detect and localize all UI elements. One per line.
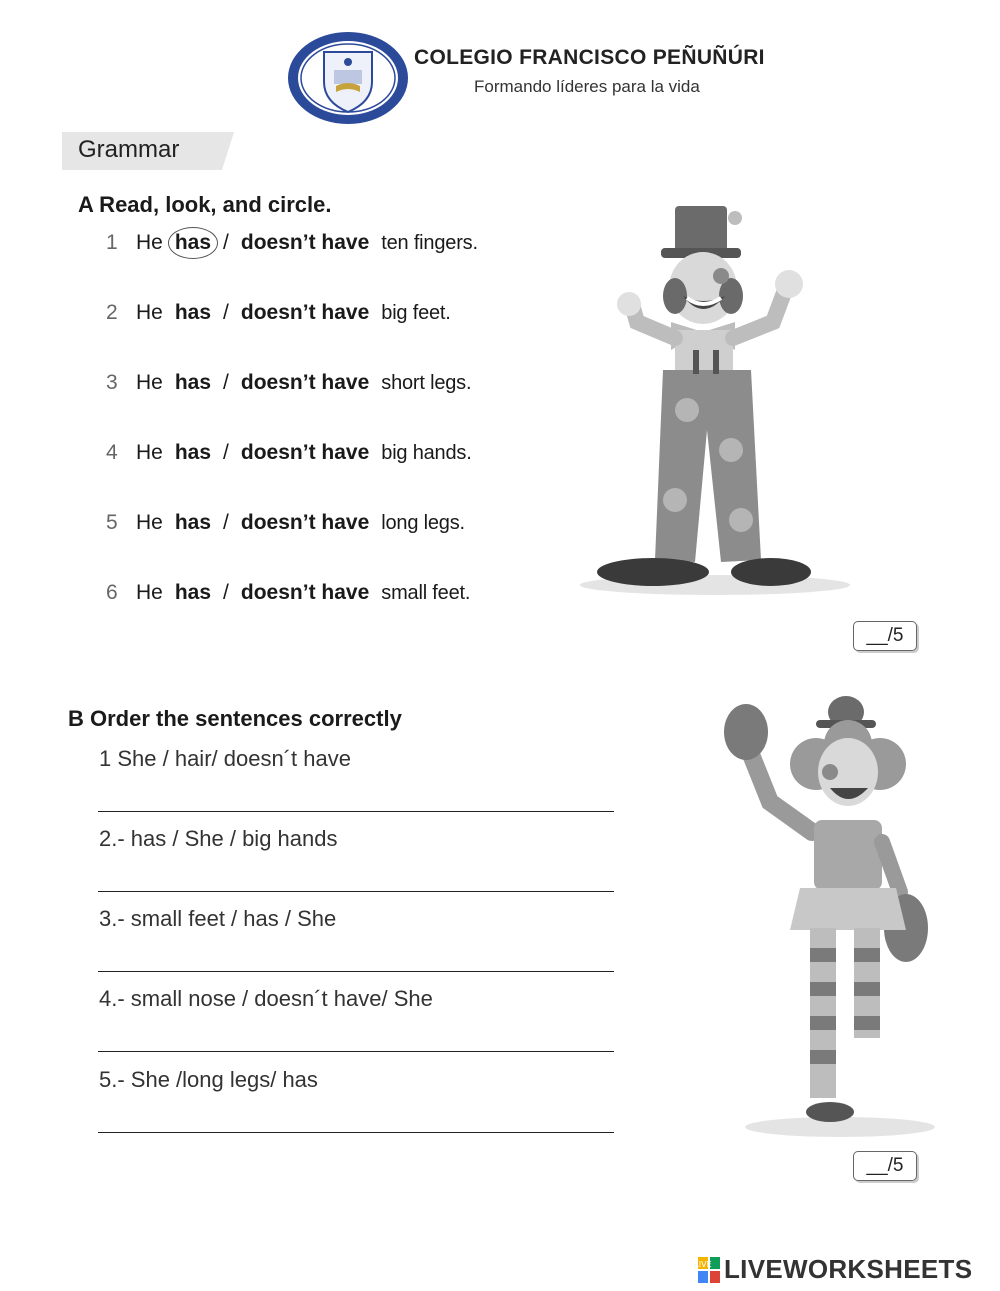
option-has[interactable]: has <box>174 441 212 464</box>
part-a-item-6 <box>106 581 470 615</box>
logo-letter: LIVE <box>694 1260 712 1269</box>
part-a-item-4 <box>106 441 472 475</box>
part-a-item-1 <box>106 231 478 265</box>
item-ending: long legs. <box>381 512 465 534</box>
option-doesnt-have[interactable]: doesn’t have <box>240 231 370 254</box>
option-separator: / <box>223 301 229 324</box>
female-clown-illustration <box>710 692 940 1142</box>
option-doesnt-have[interactable]: doesn’t have <box>240 511 370 534</box>
answer-line-5[interactable] <box>98 1132 614 1133</box>
school-motto: Formando líderes para la vida <box>474 77 700 96</box>
option-doesnt-have[interactable]: doesn’t have <box>240 371 370 394</box>
part-b-item-3: 3.- small feet / has / She <box>99 906 337 931</box>
part-b-item-4: 4.- small nose / doesn´t have/ She <box>99 986 433 1011</box>
item-ending: big feet. <box>381 302 451 324</box>
part-b-item-5: 5.- She /long legs/ has <box>99 1067 318 1092</box>
item-number: 1 <box>106 231 118 254</box>
male-clown-illustration <box>575 200 855 600</box>
item-ending: ten fingers. <box>381 232 478 254</box>
item-subject: He <box>136 301 163 324</box>
item-number: 6 <box>106 581 118 604</box>
item-number: 5 <box>106 511 118 534</box>
item-ending: short legs. <box>381 372 472 394</box>
option-has[interactable]: has <box>168 227 218 259</box>
part-a-title: A Read, look, and circle. <box>78 192 332 217</box>
item-ending: small feet. <box>381 582 471 604</box>
option-has[interactable]: has <box>174 511 212 534</box>
option-has[interactable]: has <box>174 301 212 324</box>
liveworksheets-brand: LIVEWORKSHEETS <box>724 1254 973 1284</box>
answer-line-2[interactable] <box>98 891 614 892</box>
school-name: COLEGIO FRANCISCO PEÑUÑÚRI <box>414 46 765 69</box>
section-label: Grammar <box>78 136 180 163</box>
answer-line-4[interactable] <box>98 1051 614 1052</box>
part-a-item-5 <box>106 511 465 545</box>
item-subject: He <box>136 231 163 254</box>
part-a-item-3 <box>106 371 471 405</box>
item-number: 3 <box>106 371 118 394</box>
option-separator: / <box>223 441 229 464</box>
part-a-score[interactable]: __/5 <box>853 621 917 651</box>
item-subject: He <box>136 441 163 464</box>
answer-line-3[interactable] <box>98 971 614 972</box>
option-separator: / <box>223 511 229 534</box>
part-b-score[interactable]: __/5 <box>853 1151 917 1181</box>
liveworksheets-logo-icon <box>694 1253 722 1287</box>
option-has[interactable]: has <box>174 371 212 394</box>
option-separator: / <box>223 581 229 604</box>
option-separator: / <box>223 231 229 254</box>
option-doesnt-have[interactable]: doesn’t have <box>240 581 370 604</box>
item-subject: He <box>136 581 163 604</box>
item-ending: big hands. <box>381 442 472 464</box>
part-b-item-2: 2.- has / She / big hands <box>99 826 338 851</box>
part-a-item-2 <box>106 301 451 335</box>
option-has[interactable]: has <box>174 581 212 604</box>
item-subject: He <box>136 511 163 534</box>
answer-line-1[interactable] <box>98 811 614 812</box>
option-doesnt-have[interactable]: doesn’t have <box>240 301 370 324</box>
option-doesnt-have[interactable]: doesn’t have <box>240 441 370 464</box>
school-seal <box>286 30 410 126</box>
item-number: 2 <box>106 301 118 324</box>
part-b-item-1: 1 She / hair/ doesn´t have <box>99 746 351 771</box>
option-separator: / <box>223 371 229 394</box>
item-subject: He <box>136 371 163 394</box>
item-number: 4 <box>106 441 118 464</box>
part-b-title: B Order the sentences correctly <box>68 706 402 731</box>
